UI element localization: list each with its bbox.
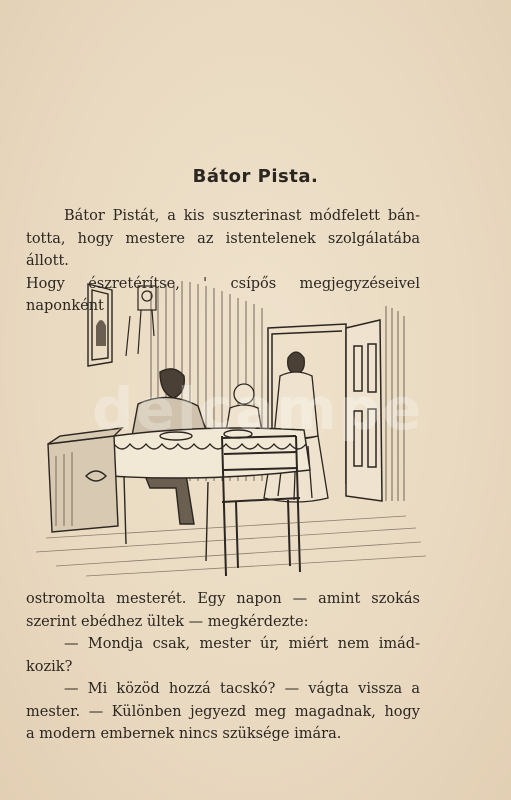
text-line: mester. — Különben jegyezd meg magadnak, hogy [26,703,420,720]
chapter-title: Bátor Pista. [192,166,319,187]
text-line: a modern embernek nincs szüksége imára. [26,726,342,742]
text-line: — Mondja csak, mester úr, miért nem imád- [64,636,420,652]
text-line: ostromolta mesterét. Egy napon — amint szokás [26,591,420,607]
wall-picture [88,284,112,366]
text-line: Bátor Pistát, a kis suszterinast módfelett bán- [64,208,420,224]
paragraph-2 [26,588,420,746]
watermark: delcampe [92,375,424,443]
text-line: szerint ebédhez ültek — megkérdezte: [26,613,309,630]
text-line: — Mi közöd hozzá tacskó? — vágta vissza a [64,681,420,697]
text-line: totta, hogy mestere az istentelenek szolgálatába állott. [26,230,420,269]
text-line: Hogy észretérítse, ' csípős megjegyzéseivel naponként [26,275,420,314]
chest [48,428,122,532]
text-line: kozik? [26,658,73,675]
